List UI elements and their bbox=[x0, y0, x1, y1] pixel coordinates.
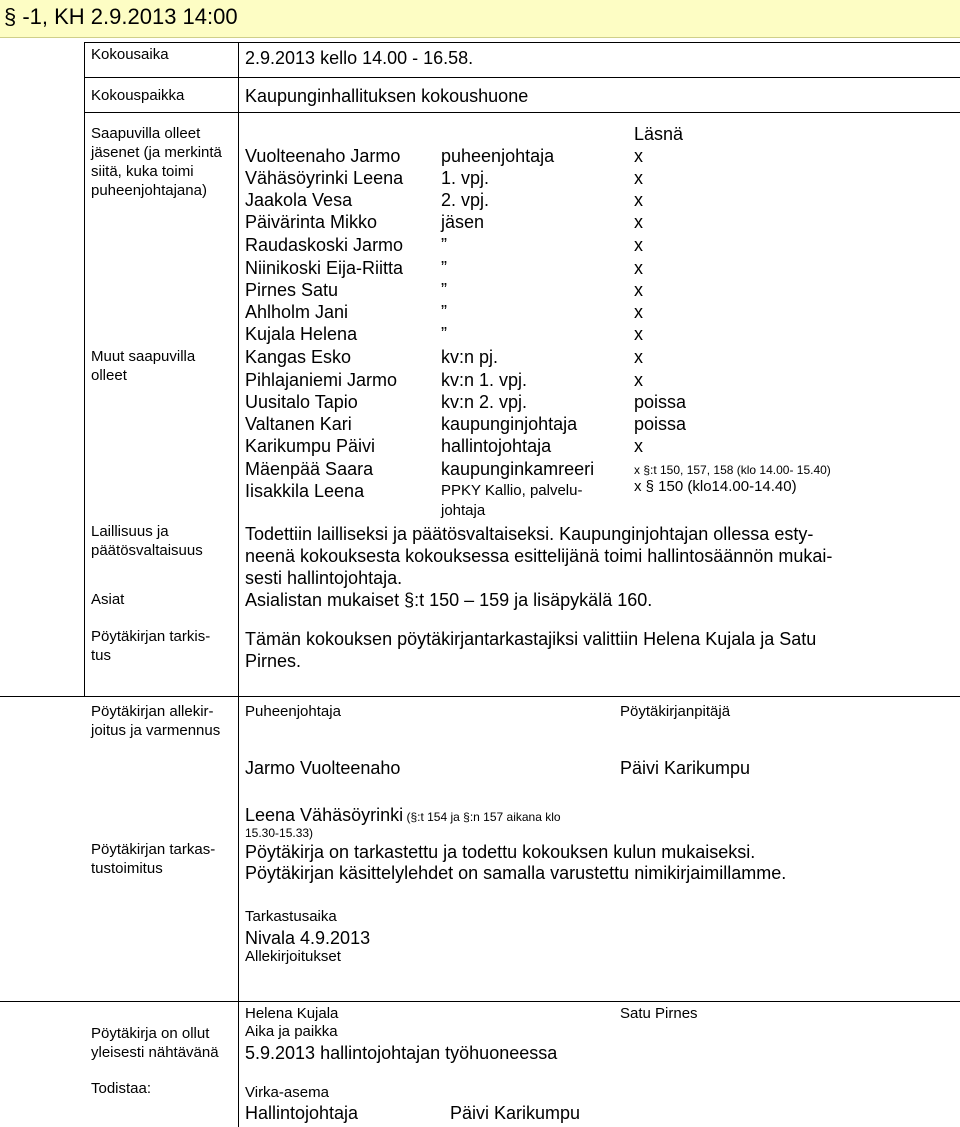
person-role: kaupunginjohtaja bbox=[441, 414, 578, 434]
presence-header: Läsnä bbox=[634, 124, 684, 144]
column-divider bbox=[238, 42, 239, 697]
section-header bbox=[0, 0, 960, 38]
vice-note-cont: 15.30-15.33) bbox=[245, 826, 314, 840]
person-role: kv:n pj. bbox=[441, 347, 499, 367]
person-presence: poissa bbox=[634, 392, 687, 412]
label-todistaa: Todistaa: bbox=[91, 1080, 152, 1097]
label-muut: Muut saapuvilla olleet bbox=[91, 348, 196, 384]
person-name: Mäenpää Saara bbox=[245, 459, 374, 479]
person-role: kv:n 1. vpj. bbox=[441, 370, 528, 390]
person-presence: x §:t 150, 157, 158 (klo 14.00- 15.40) bbox=[634, 463, 831, 477]
member-name: Niinikoski Eija-Riitta bbox=[245, 258, 404, 278]
label-tarkistus: Pöytäkirjan tarkis- tus bbox=[91, 628, 211, 664]
member-name: Päivärinta Mikko bbox=[245, 212, 378, 232]
member-name: Pirnes Satu bbox=[245, 280, 339, 300]
tarkastus-line1: Pöytäkirja on tarkastettu ja todettu kokouksen kulun mukaiseksi. bbox=[245, 842, 756, 862]
member-role: ” bbox=[441, 280, 447, 300]
member-presence: x bbox=[634, 168, 643, 188]
person-name: Iisakkila Leena bbox=[245, 481, 365, 501]
aika-paikka-value: 5.9.2013 hallintojohtajan työhuoneessa bbox=[245, 1043, 558, 1063]
member-presence: x bbox=[634, 324, 643, 344]
member-role: ” bbox=[441, 324, 447, 344]
person-presence: x bbox=[634, 436, 643, 456]
label-kokousaika: Kokousaika bbox=[91, 46, 169, 63]
label-laillisuus: Laillisuus ja päätösvaltaisuus bbox=[91, 523, 203, 559]
vice-chair-signature bbox=[245, 805, 561, 826]
member-presence: x bbox=[634, 302, 643, 322]
tarkistus-text: Tämän kokouksen pöytäkirjantarkastajiksi valittiin Helena Kujala ja Satu Pirnes. bbox=[245, 629, 817, 671]
person-role: PPKY Kallio, palvelu- bbox=[441, 482, 583, 499]
signer-1: Helena Kujala bbox=[245, 1005, 339, 1022]
member-name: Vähäsöyrinki Leena bbox=[245, 168, 404, 188]
label-allekirjoitus: Pöytäkirjan allekir- joitus ja varmennus bbox=[91, 703, 221, 739]
member-role: ” bbox=[441, 235, 447, 255]
person-presence: x bbox=[634, 370, 643, 390]
member-presence: x bbox=[634, 212, 643, 232]
asiat-text: Asialistan mukaiset §:t 150 – 159 ja lisäpykälä 160. bbox=[245, 590, 653, 610]
person-role: hallintojohtaja bbox=[441, 436, 552, 456]
person-role-cont: johtaja bbox=[441, 502, 486, 519]
member-name: Kujala Helena bbox=[245, 324, 358, 344]
row-divider bbox=[0, 1001, 960, 1002]
member-name: Jaakola Vesa bbox=[245, 190, 353, 210]
member-presence: x bbox=[634, 190, 643, 210]
person-presence: poissa bbox=[634, 414, 687, 434]
member-role: puheenjohtaja bbox=[441, 146, 555, 166]
member-role: jäsen bbox=[441, 212, 485, 232]
member-role: 1. vpj. bbox=[441, 168, 490, 188]
tarkastusaika-label: Tarkastusaika bbox=[245, 908, 337, 925]
meeting-place: Kaupunginhallituksen kokoushuone bbox=[245, 86, 529, 106]
signer-2: Satu Pirnes bbox=[620, 1005, 698, 1022]
member-name: Raudaskoski Jarmo bbox=[245, 235, 404, 255]
member-name: Vuolteenaho Jarmo bbox=[245, 146, 401, 166]
label-saapuvilla: Saapuvilla olleet jäsenet (ja merkintä siitä, kuka toimi puheenjohtajana) bbox=[91, 125, 222, 199]
virka-asema-role: Hallintojohtaja bbox=[245, 1103, 359, 1123]
member-role: ” bbox=[441, 302, 447, 322]
person-presence: x bbox=[634, 347, 643, 367]
person-name: Valtanen Kari bbox=[245, 414, 352, 434]
label-tarkastustoimitus: Pöytäkirjan tarkas- tustoimitus bbox=[91, 841, 216, 877]
tarkastus-line2: Pöytäkirjan käsittelylehdet on samalla varustettu nimikirjaimillamme. bbox=[245, 863, 787, 883]
table-left-border bbox=[84, 42, 85, 697]
row-divider bbox=[84, 77, 960, 78]
vice-name: Leena Vähäsöyrinki bbox=[245, 805, 404, 825]
person-name: Karikumpu Päivi bbox=[245, 436, 376, 456]
column-divider bbox=[238, 697, 239, 1127]
row-divider bbox=[84, 112, 960, 113]
chair-name: Jarmo Vuolteenaho bbox=[245, 758, 401, 778]
label-nahtavana: Pöytäkirja on ollut yleisesti nähtävänä bbox=[91, 1025, 219, 1061]
row-divider bbox=[0, 696, 960, 697]
member-presence: x bbox=[634, 235, 643, 255]
label-kokouspaikka: Kokouspaikka bbox=[91, 87, 185, 104]
member-presence: x bbox=[634, 146, 643, 166]
person-name: Uusitalo Tapio bbox=[245, 392, 358, 412]
section-title: § -1, KH 2.9.2013 14:00 bbox=[4, 4, 238, 29]
label-asiat: Asiat bbox=[91, 591, 125, 608]
person-name: Kangas Esko bbox=[245, 347, 352, 367]
meeting-time: 2.9.2013 kello 14.00 - 16.58. bbox=[245, 48, 474, 68]
allekirjoitukset-label: Allekirjoitukset bbox=[245, 948, 341, 965]
member-presence: x bbox=[634, 280, 643, 300]
laillisuus-text: Todettiin lailliseksi ja päätösvaltaiseksi. Kaupunginjohtajan ollessa esty- neenä kokouksesta kokouksessa esittelijänä toimi hallintosäännön mukai- sesti hallintojohtaja. bbox=[245, 524, 833, 588]
secretary-name: Päivi Karikumpu bbox=[620, 758, 751, 778]
person-presence: x § 150 (klo14.00-14.40) bbox=[634, 478, 797, 495]
chair-title: Puheenjohtaja bbox=[245, 703, 341, 720]
member-name: Ahlholm Jani bbox=[245, 302, 349, 322]
virka-asema-name: Päivi Karikumpu bbox=[450, 1103, 581, 1123]
tarkastusaika-value: Nivala 4.9.2013 bbox=[245, 928, 371, 948]
member-presence: x bbox=[634, 258, 643, 278]
vice-note: (§:t 154 ja §:n 157 aikana klo bbox=[403, 810, 561, 824]
virka-asema-label: Virka-asema bbox=[245, 1084, 329, 1101]
person-role: kv:n 2. vpj. bbox=[441, 392, 528, 412]
person-role: kaupunginkamreeri bbox=[441, 459, 595, 479]
aika-paikka-label: Aika ja paikka bbox=[245, 1023, 338, 1040]
secretary-title: Pöytäkirjanpitäjä bbox=[620, 703, 731, 720]
member-role: ” bbox=[441, 258, 447, 278]
member-role: 2. vpj. bbox=[441, 190, 490, 210]
table-top-border bbox=[84, 42, 960, 43]
person-name: Pihlajaniemi Jarmo bbox=[245, 370, 398, 390]
